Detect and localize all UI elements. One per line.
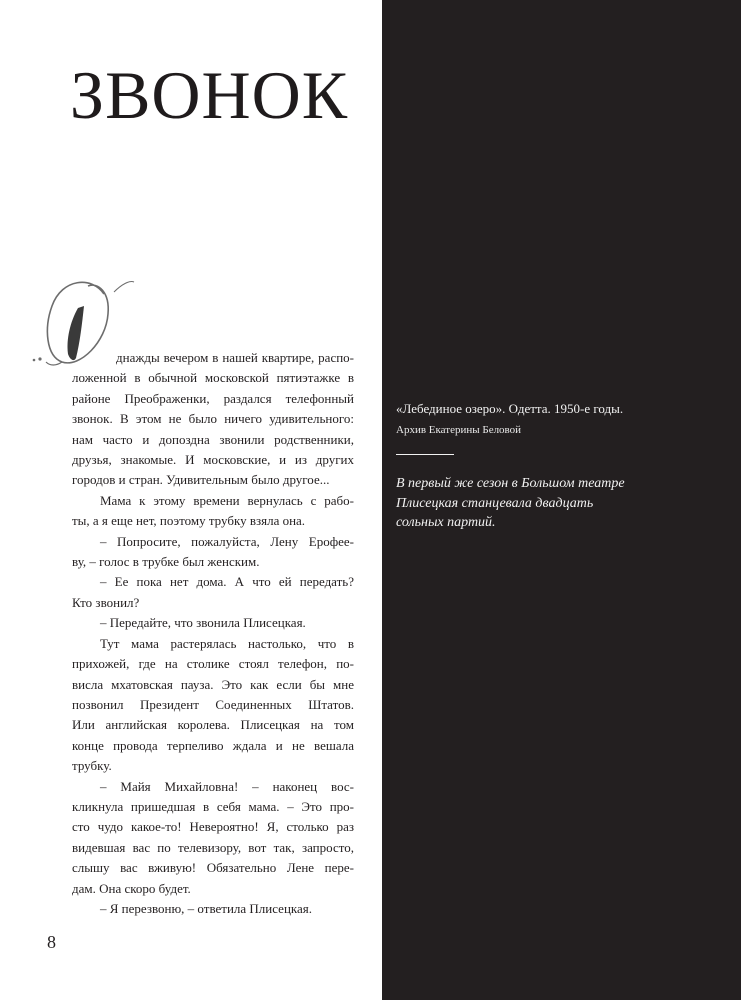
body-line: слышу вас вживую! Обязательно Лене пере- bbox=[72, 860, 354, 876]
caption-divider bbox=[396, 454, 454, 455]
caption-title: «Лебединое озеро». Одетта. 1950-е годы. bbox=[396, 401, 624, 416]
body-line: Кто звонил? bbox=[72, 594, 140, 610]
body-line: городов и стран. Удивительным было другое... bbox=[72, 472, 330, 488]
body-line: нам часто и допоздна звонили родственники, bbox=[72, 431, 354, 447]
body-line: – Ее пока нет дома. А что ей передать? bbox=[100, 574, 354, 590]
body-line: позвонил Президент Соединенных Штатов. bbox=[72, 696, 354, 712]
body-line: ты, а я еще нет, поэтому трубку взяла она. bbox=[72, 513, 306, 529]
chapter-title: ЗВОНОК bbox=[70, 57, 349, 133]
page-number: 8 bbox=[47, 932, 56, 952]
body-line: Мама к этому времени вернулась с рабо- bbox=[100, 492, 354, 508]
body-text bbox=[72, 348, 354, 919]
body-line: видевшая вас по телевизору, вот так, запросто, bbox=[72, 839, 354, 855]
body-line: дам. Она скоро будет. bbox=[72, 880, 191, 896]
body-line: конце провода терпеливо ждала и не вешала bbox=[72, 737, 354, 753]
body-line: висла мхатовская пауза. Это как если бы мне bbox=[72, 676, 354, 692]
body-line: звонок. В этом не было ничего удивительного: bbox=[72, 411, 354, 427]
body-line: Или английская королева. Плисецкая на том bbox=[72, 717, 354, 733]
body-line: прихожей, где на столике стоял телефон, по- bbox=[72, 656, 354, 672]
body-line: друзья, знакомые. И московские, и из других bbox=[72, 452, 354, 468]
caption-quote bbox=[396, 474, 696, 533]
body-line: сто чудо какое-то! Невероятно! Я, столько раз bbox=[72, 819, 354, 835]
body-line: трубку. bbox=[72, 758, 112, 774]
body-line: Тут мама растерялась настолько, что в bbox=[100, 635, 354, 651]
body-line: ложенной в обычной московской пятиэтажке в bbox=[72, 370, 354, 386]
body-line: днажды вечером в нашей квартире, распо- bbox=[116, 350, 354, 365]
caption-credit: Архив Екатерины Беловой bbox=[396, 424, 522, 436]
photo-caption-panel bbox=[382, 0, 741, 1000]
body-line: – Передайте, что звонила Плисецкая. bbox=[100, 615, 306, 631]
body-line: ву, – голос в трубке был женским. bbox=[72, 554, 260, 570]
caption-quote-line: сольных партий. bbox=[396, 515, 496, 530]
body-line: – Майя Михайловна! – наконец вос- bbox=[100, 778, 354, 794]
caption-quote-line: Плисецкая станцевала двадцать bbox=[396, 495, 594, 511]
body-line: кликнула пришедшая в себя мама. – Это про- bbox=[72, 798, 354, 814]
caption-quote-line: В первый же сезон в Большом театре bbox=[396, 476, 625, 491]
body-line: – Я перезвоню, – ответила Плисецкая. bbox=[100, 900, 313, 916]
body-line: – Попросите, пожалуйста, Лену Ерофее- bbox=[100, 533, 354, 549]
body-line: районе Преображенки, раздался телефонный bbox=[72, 390, 354, 406]
